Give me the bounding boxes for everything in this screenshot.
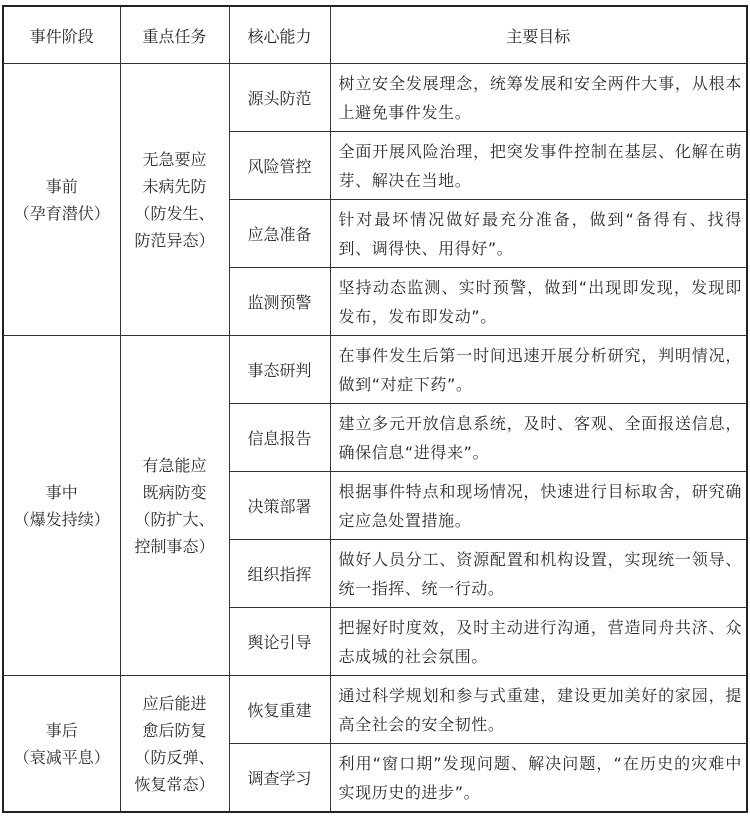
table-row — [3, 64, 747, 132]
capability-cell: 信息报告 — [229, 404, 330, 472]
goal-cell: 通过科学规划和参与式重建，建设更加美好的家园，提高全社会的安全韧性。 — [330, 676, 747, 744]
task-line: 防范异态） — [134, 230, 215, 250]
goal-cell: 坚持动态监测、实时预警，做到“出现即发现，发现即发布，发布即发动”。 — [330, 268, 747, 336]
capability-cell: 恢复重建 — [229, 676, 330, 744]
capability-cell: 风险管控 — [229, 132, 330, 200]
goal-cell: 树立安全发展理念，统筹发展和安全两件大事，从根本上避免事件发生。 — [330, 64, 747, 132]
task-line: 恢复常态） — [134, 774, 215, 794]
capability-cell: 事态研判 — [229, 336, 330, 404]
task-line: 愈后防复 — [142, 720, 207, 740]
task-line: （防反弹、 — [134, 747, 215, 767]
table-row — [3, 336, 747, 404]
goal-cell: 针对最坏情况做好最充分准备，做到“备得有、找得到、调得快、用得好”。 — [330, 200, 747, 268]
emergency-management-table — [2, 5, 748, 813]
header-task: 重点任务 — [120, 6, 229, 64]
task-line: 控制事态） — [134, 536, 215, 556]
goal-cell: 根据事件特点和现场情况，快速进行目标取舍，研究确定应急处置措施。 — [330, 472, 747, 540]
task-cell-before — [120, 64, 229, 336]
stage-phase: （爆发持续） — [13, 509, 110, 529]
stage-cell-after — [3, 676, 120, 813]
capability-cell: 监测预警 — [229, 268, 330, 336]
table-row — [3, 676, 747, 744]
task-line: 有急能应 — [142, 455, 207, 475]
header-row — [3, 6, 747, 64]
capability-cell: 舆论引导 — [229, 608, 330, 676]
task-line: 无急要应 — [142, 149, 207, 169]
task-line: 既病防变 — [142, 482, 207, 502]
goal-cell: 做好人员分工、资源配置和机构设置，实现统一领导、统一指挥、统一行动。 — [330, 540, 747, 608]
stage-cell-before — [3, 64, 120, 336]
stage-phase: （衰减平息） — [13, 747, 110, 767]
capability-cell: 应急准备 — [229, 200, 330, 268]
stage-name: 事后 — [45, 720, 78, 740]
task-line: 应后能进 — [142, 693, 207, 713]
capability-cell: 决策部署 — [229, 472, 330, 540]
header-stage: 事件阶段 — [3, 6, 120, 64]
goal-cell: 全面开展风险治理，把突发事件控制在基层、化解在萌芽、解决在当地。 — [330, 132, 747, 200]
task-line: 未病先防 — [142, 176, 207, 196]
stage-name: 事中 — [45, 482, 78, 502]
goal-cell: 把握好时度效，及时主动进行沟通，营造同舟共济、众志成城的社会氛围。 — [330, 608, 747, 676]
goal-cell: 利用“窗口期”发现问题、解决问题，“在历史的灾难中实现历史的进步”。 — [330, 744, 747, 813]
task-line: （防发生、 — [134, 203, 215, 223]
header-goal: 主要目标 — [330, 6, 747, 64]
task-line: （防扩大、 — [134, 509, 215, 529]
header-capability: 核心能力 — [229, 6, 330, 64]
capability-cell: 调查学习 — [229, 744, 330, 813]
stage-name: 事前 — [45, 176, 78, 196]
goal-cell: 建立多元开放信息系统，及时、客观、全面报送信息，确保信息“进得来”。 — [330, 404, 747, 472]
capability-cell: 组织指挥 — [229, 540, 330, 608]
capability-cell: 源头防范 — [229, 64, 330, 132]
goal-cell: 在事件发生后第一时间迅速开展分析研究，判明情况，做到“对症下药”。 — [330, 336, 747, 404]
stage-cell-during — [3, 336, 120, 676]
stage-phase: （孕育潜伏） — [13, 203, 110, 223]
task-cell-after — [120, 676, 229, 813]
task-cell-during — [120, 336, 229, 676]
